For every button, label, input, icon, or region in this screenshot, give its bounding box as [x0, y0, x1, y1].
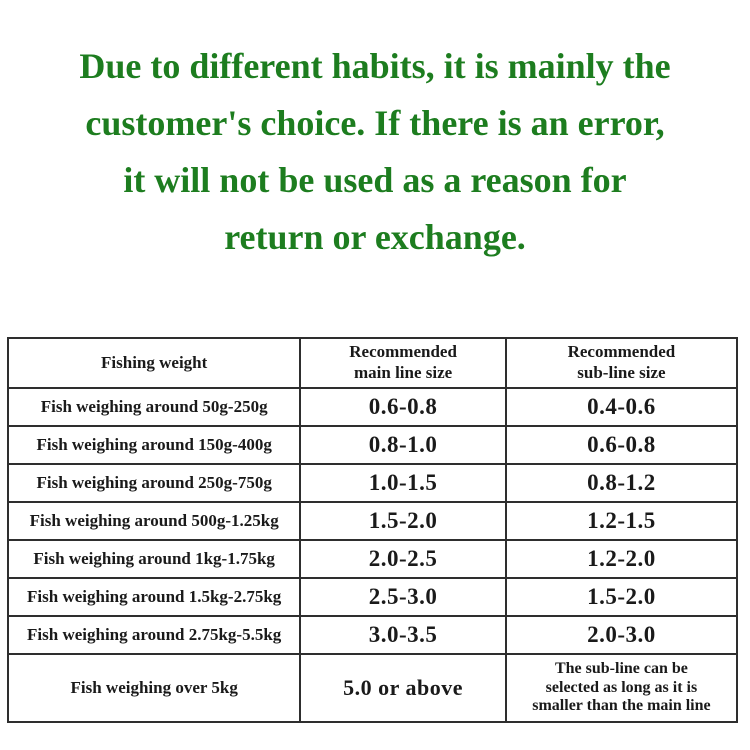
weight-cell: Fish weighing around 1kg-1.75kg: [8, 540, 300, 578]
table-row: [8, 464, 737, 502]
main-line-cell: 0.6-0.8: [300, 388, 506, 426]
table-row: [8, 540, 737, 578]
line-size-table: [7, 337, 738, 723]
table-row: [8, 426, 737, 464]
header-main-line-size-line1: Recommended: [349, 342, 457, 362]
table-row-last: [8, 654, 737, 722]
header-main-line-size-line2: main line size: [354, 363, 453, 382]
header-sub-line-size-line1: Recommended: [567, 342, 676, 362]
sub-line-cell: 0.6-0.8: [506, 426, 737, 464]
weight-cell: Fish weighing over 5kg: [8, 654, 300, 722]
sub-line-cell: 0.4-0.6: [506, 388, 737, 426]
sub-line-cell: 0.8-1.2: [506, 464, 737, 502]
sub-line-note-line1: The sub-line can be: [554, 660, 688, 678]
line-size-table-container: [7, 337, 738, 723]
header-sub-line-size-line2: sub-line size: [577, 363, 666, 382]
sub-line-note-cell: [506, 654, 737, 722]
table-header-row: [8, 338, 737, 388]
main-line-cell: 1.5-2.0: [300, 502, 506, 540]
header-main-line-size: [300, 338, 506, 388]
sub-line-cell: 1.2-1.5: [506, 502, 737, 540]
main-line-cell: 2.0-2.5: [300, 540, 506, 578]
main-line-cell: 2.5-3.0: [300, 578, 506, 616]
main-line-cell: 1.0-1.5: [300, 464, 506, 502]
table-row: [8, 502, 737, 540]
sub-line-note-line2: selected as long as it is: [545, 678, 698, 696]
header-fishing-weight: Fishing weight: [8, 338, 300, 388]
sub-line-note-line3: smaller than the main line: [532, 697, 711, 715]
table-row: [8, 616, 737, 654]
sub-line-cell: 1.5-2.0: [506, 578, 737, 616]
table-row: [8, 578, 737, 616]
weight-cell: Fish weighing around 500g-1.25kg: [8, 502, 300, 540]
promo-heading: [0, 38, 750, 266]
weight-cell: Fish weighing around 1.5kg-2.75kg: [8, 578, 300, 616]
promo-heading-line: customer's choice. If there is an error,: [85, 103, 665, 143]
promo-heading-line: Due to different habits, it is mainly the: [79, 46, 671, 86]
promo-heading-line: it will not be used as a reason for: [123, 160, 627, 200]
weight-cell: Fish weighing around 2.75kg-5.5kg: [8, 616, 300, 654]
weight-cell: Fish weighing around 50g-250g: [8, 388, 300, 426]
weight-cell: Fish weighing around 150g-400g: [8, 426, 300, 464]
sub-line-cell: 2.0-3.0: [506, 616, 737, 654]
weight-cell: Fish weighing around 250g-750g: [8, 464, 300, 502]
table-row: [8, 388, 737, 426]
promo-heading-line: return or exchange.: [224, 217, 526, 257]
main-line-cell: 0.8-1.0: [300, 426, 506, 464]
main-line-cell: 3.0-3.5: [300, 616, 506, 654]
header-sub-line-size: [506, 338, 737, 388]
sub-line-cell: 1.2-2.0: [506, 540, 737, 578]
main-line-cell: 5.0 or above: [300, 654, 506, 722]
